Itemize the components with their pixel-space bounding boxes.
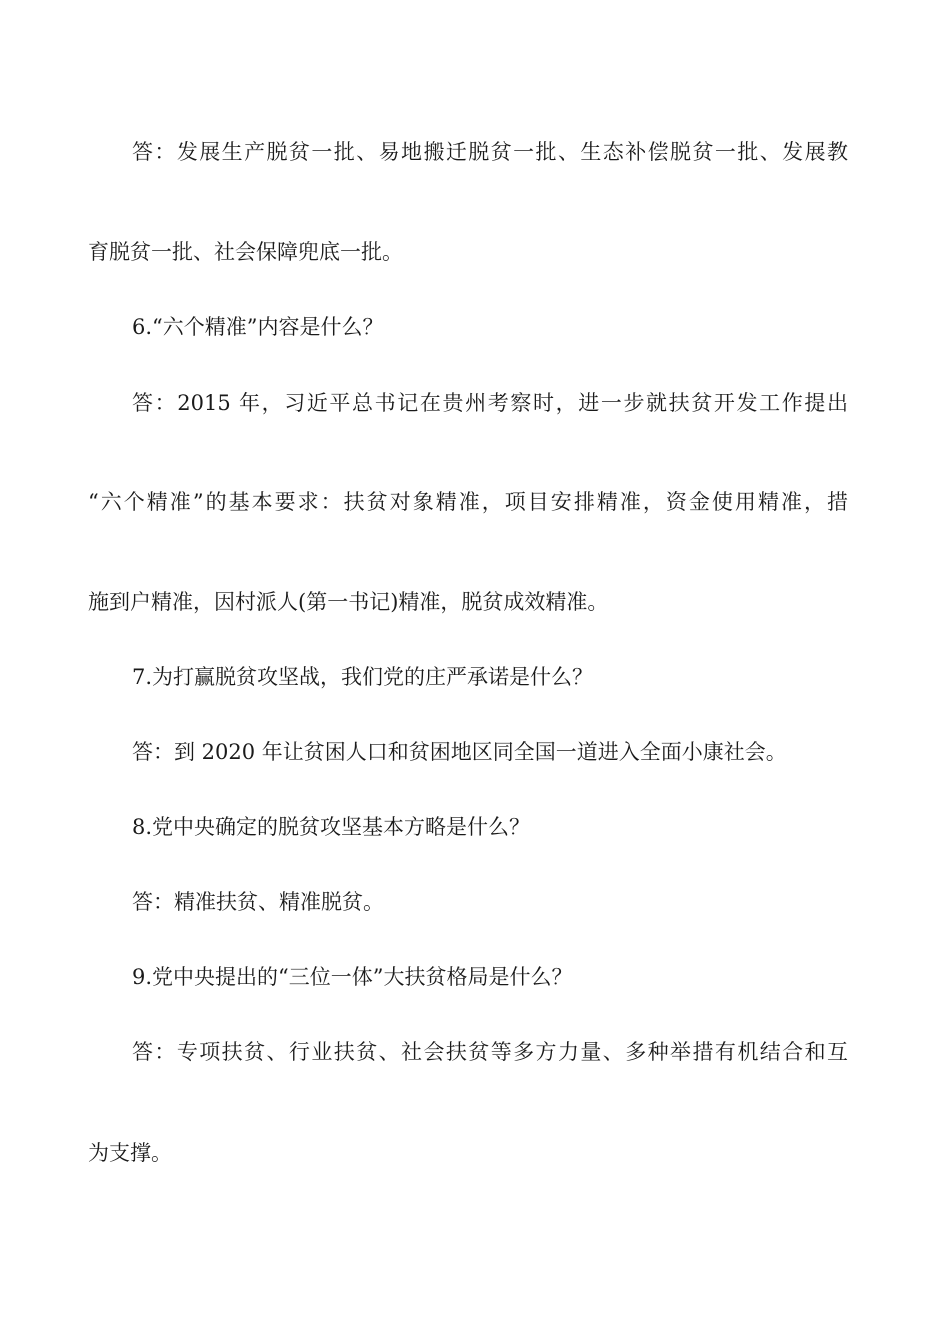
answer-8: 答：精准扶贫、精准脱贫。: [132, 890, 384, 914]
question-7: 7.为打赢脱贫攻坚战，我们党的庄严承诺是什么？: [132, 665, 594, 689]
question-6: 6.“六个精准”内容是什么？: [132, 315, 384, 339]
answer-5-line-2: 育脱贫一批、社会保障兜底一批。: [88, 240, 403, 264]
answer-5-line-1: 答：发展生产脱贫一批、易地搬迁脱贫一批、生态补偿脱贫一批、发展教: [132, 140, 848, 164]
answer-9-line-2: 为支撑。: [88, 1141, 172, 1165]
answer-6-line-2: “六个精准”的基本要求：扶贫对象精准，项目安排精准，资金使用精准，措: [88, 490, 848, 514]
question-9: 9.党中央提出的“三位一体”大扶贫格局是什么？: [132, 965, 573, 989]
question-8: 8.党中央确定的脱贫攻坚基本方略是什么？: [132, 815, 531, 839]
answer-7: 答：到 2020 年让贫困人口和贫困地区同全国一道进入全面小康社会。: [132, 740, 787, 764]
answer-6-line-3: 施到户精准，因村派人(第一书记)精准，脱贫成效精准。: [88, 590, 609, 614]
answer-6-line-1: 答：2015 年，习近平总书记在贵州考察时，进一步就扶贫开发工作提出: [132, 391, 848, 415]
answer-9-line-1: 答：专项扶贫、行业扶贫、社会扶贫等多方力量、多种举措有机结合和互: [132, 1040, 848, 1064]
